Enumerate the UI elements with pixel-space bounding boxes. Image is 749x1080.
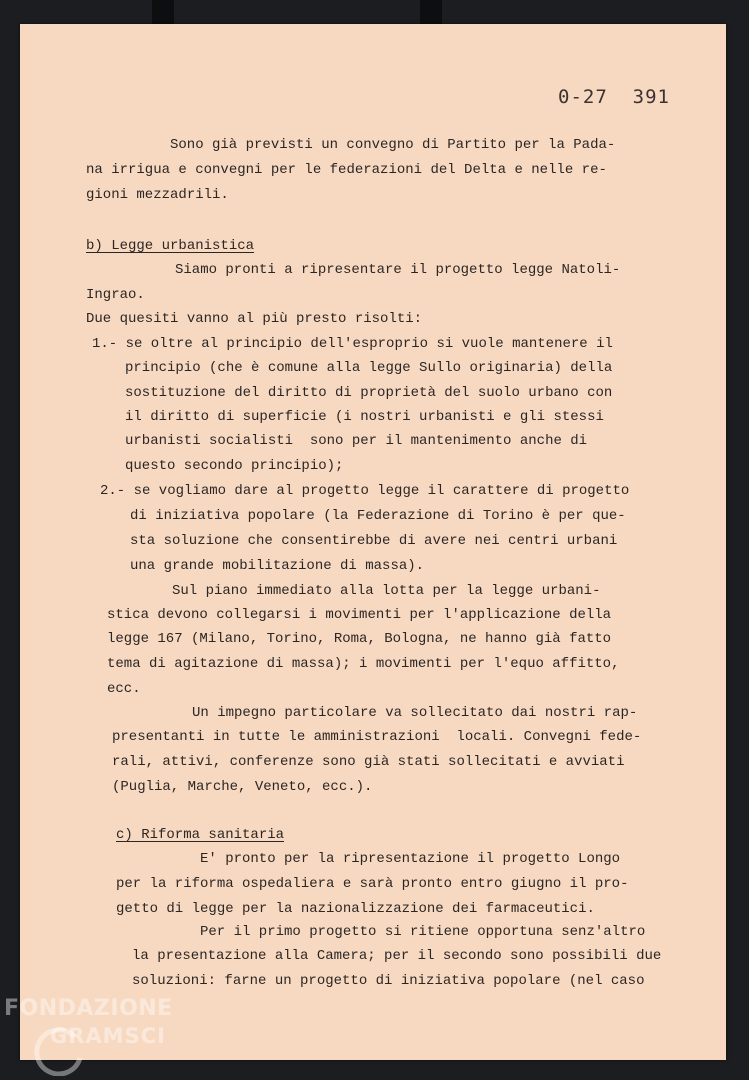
watermark-line-1: FONDAZIONE [4, 996, 173, 1021]
text-line: il diritto di superficie (i nostri urbanisti e gli stessi [125, 409, 604, 425]
text-line: legge 167 (Milano, Torino, Roma, Bologna, ne hanno già fatto [107, 631, 612, 647]
text-line: (Puglia, Marche, Veneto, ecc.). [112, 779, 373, 795]
text-line: getto di legge per la nazionalizzazione dei farmaceutici. [116, 901, 595, 917]
text-line: Siamo pronti a ripresentare il progetto legge Natoli- [175, 262, 621, 278]
text-line: sta soluzione che consentirebbe di avere nei centri urbani [130, 533, 618, 549]
text-line: Ingrao. [86, 287, 145, 303]
text-line: la presentazione alla Camera; per il secondo sono possibili due [132, 948, 662, 964]
text-line: Un impegno particolare va sollecitato dai nostri rap- [192, 705, 638, 721]
section-heading-c: c) Riforma sanitaria [116, 827, 285, 843]
text-line: rali, attivi, conferenze sono già stati sollecitati e avviati [112, 754, 625, 770]
binder-clip-right [420, 0, 442, 26]
text-line: principio (che è comune alla legge Sullo originaria) della [125, 360, 613, 376]
text-line: Sono già previsti un convegno di Partito per la Pada- [170, 137, 616, 153]
text-line: stica devono collegarsi i movimenti per l'applicazione della [107, 607, 612, 623]
document-number: 0-27 391 [558, 86, 670, 108]
text-line: di iniziativa popolare (la Federazione di Torino è per que- [130, 508, 626, 524]
text-line: per la riforma ospedaliera e sarà pronto entro giugno il pro- [116, 876, 629, 892]
section-heading-b: b) Legge urbanistica [86, 238, 255, 254]
text-line: una grande mobilitazione di massa). [130, 558, 425, 574]
text-line: Due quesiti vanno al più presto risolti: [86, 311, 423, 327]
text-line: sostituzione del diritto di proprietà del suolo urbano con [125, 385, 613, 401]
text-line: urbanisti socialisti sono per il mantenimento anche di [125, 433, 588, 449]
binder-clip-left [152, 0, 174, 26]
document-page [20, 24, 726, 1060]
list-item-2: 2.- se vogliamo dare al progetto legge il carattere di progetto [100, 483, 630, 499]
text-line: ecc. [107, 681, 141, 697]
text-line: Sul piano immediato alla lotta per la legge urbani- [172, 583, 601, 599]
list-item-1: 1.- se oltre al principio dell'esproprio si vuole mantenere il [92, 336, 613, 352]
text-line: gioni mezzadrili. [86, 187, 229, 203]
text-line: Per il primo progetto si ritiene opportuna senz'altro [200, 924, 646, 940]
watermark-line-2: GRAMSCI [50, 1024, 166, 1048]
text-line: E' pronto per la ripresentazione il progetto Longo [200, 851, 621, 867]
fondazione-gramsci-watermark [4, 996, 204, 1076]
text-line: tema di agitazione di massa); i movimenti per l'equo affitto, [107, 656, 620, 672]
text-line: na irrigua e convegni per le federazioni del Delta e nelle re- [86, 162, 607, 178]
text-line: questo secondo principio); [125, 458, 344, 474]
text-line: presentanti in tutte le amministrazioni locali. Convegni fede- [112, 729, 642, 745]
text-line: soluzioni: farne un progetto di iniziativa popolare (nel caso [132, 973, 645, 989]
